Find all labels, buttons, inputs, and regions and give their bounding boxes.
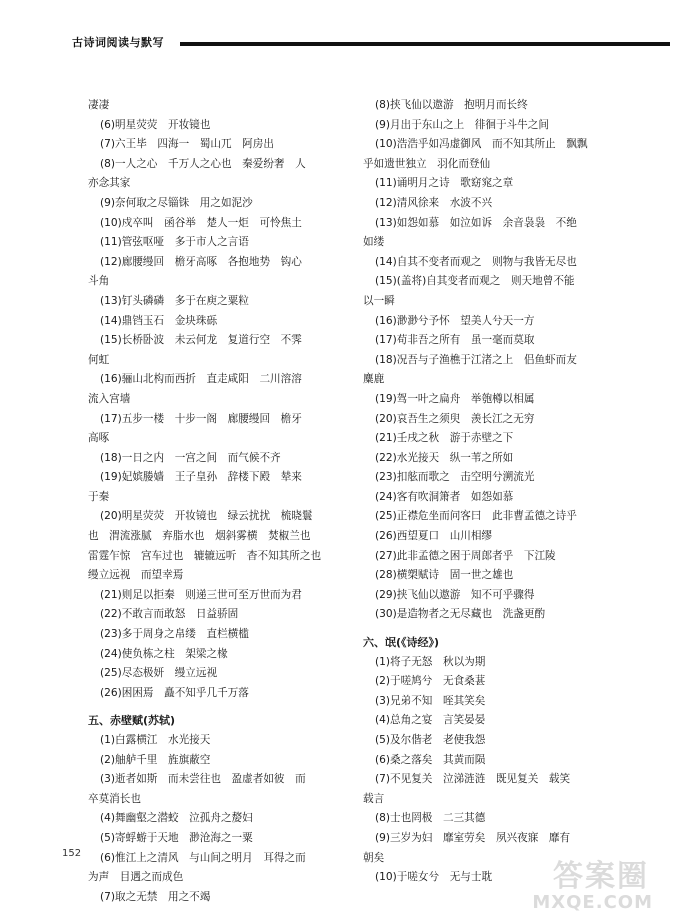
text-line: 载言 xyxy=(363,792,385,805)
section-title-mang: 六、氓(《诗经》) xyxy=(363,636,440,650)
text-line: (13)如怨如慕 如泣如诉 余音袅袅 不绝 xyxy=(375,216,577,229)
text-line: (21)壬戌之秋 游于赤壁之下 xyxy=(375,432,514,445)
text-line: (12)清风徐来 水波不兴 xyxy=(375,196,493,209)
text-line: (14)鼎铛玉石 金块珠砾 xyxy=(100,314,218,327)
text-line: (10)戍卒叫 函谷举 楚人一炬 可怜焦土 xyxy=(100,216,302,229)
text-line: (8)一人之心 千万人之心也 秦爱纷奢 人 xyxy=(100,157,306,170)
text-line: (7)取之无禁 用之不竭 xyxy=(100,890,211,903)
text-line: (10)浩浩乎如冯虚御风 而不知其所止 飘飘 xyxy=(375,138,588,151)
text-line: 何虹 xyxy=(88,353,110,366)
header-rule xyxy=(180,42,670,46)
text-line: (19)驾一叶之扁舟 举匏樽以相属 xyxy=(375,392,535,405)
text-line: (6)惟江上之清风 与山间之明月 耳得之而 xyxy=(100,851,306,864)
text-line: (2)舳舻千里 旌旗蔽空 xyxy=(100,753,211,766)
text-line: 朝矣 xyxy=(363,851,385,864)
text-line: (23)多于周身之帛缕 直栏横槛 xyxy=(100,628,249,641)
text-line: (9)三岁为妇 靡室劳矣 夙兴夜寐 靡有 xyxy=(375,831,571,844)
text-line: 乎如遗世独立 羽化而登仙 xyxy=(363,157,491,170)
text-line: (22)水光接天 纵一苇之所如 xyxy=(375,451,514,464)
text-line: (3)兄弟不知 咥其笑矣 xyxy=(375,694,486,707)
text-line: (29)挟飞仙以遨游 知不可乎骤得 xyxy=(375,588,535,601)
text-line: (10)于嗟女兮 无与士耽 xyxy=(375,871,493,884)
text-line: 高啄 xyxy=(88,432,110,445)
text-line: (11)管弦呕哑 多于市人之言语 xyxy=(100,236,249,249)
text-line: (18)况吾与子渔樵于江渚之上 侣鱼虾而友 xyxy=(375,353,577,366)
text-line: (25)正襟危坐而问客曰 此非曹孟德之诗乎 xyxy=(375,510,577,523)
text-line: (1)将子无怒 秋以为期 xyxy=(375,655,486,668)
text-line: (24)使负栋之柱 架梁之椽 xyxy=(100,647,228,660)
text-line: 于秦 xyxy=(88,490,110,503)
page-number: 152 xyxy=(62,848,82,859)
text-line: 流入宫墙 xyxy=(88,392,131,405)
section-title-chibifu: 五、赤壁赋(苏轼) xyxy=(88,714,176,728)
text-line: (17)五步一楼 十步一阁 廊腰缦回 檐牙 xyxy=(100,412,302,425)
text-line: 也 渭流涨腻 弃脂水也 烟斜雾横 焚椒兰也 xyxy=(88,530,311,543)
text-line: (27)此非孟德之困于周郎者乎 下江陵 xyxy=(375,549,556,562)
text-line: (23)扣舷而歌之 击空明兮溯流光 xyxy=(375,471,535,484)
text-line: (2)于嗟鸠兮 无食桑葚 xyxy=(375,675,486,688)
text-line: 斗角 xyxy=(88,275,110,288)
text-line: 以一瞬 xyxy=(363,294,395,307)
text-line: 雷霆乍惊 宫车过也 辘辘远听 杳不知其所之也 xyxy=(88,549,322,562)
text-line: 亦念其家 xyxy=(88,177,131,190)
text-line: 缦立远视 而望幸焉 xyxy=(88,569,184,582)
text-line: (30)是造物者之无尽藏也 洗盏更酌 xyxy=(375,608,546,621)
text-line: (26)西望夏口 山川相缪 xyxy=(375,530,493,543)
text-line: (5)寄蜉蝣于天地 渺沧海之一粟 xyxy=(100,831,253,844)
header-title: 古诗词阅读与默写 xyxy=(72,36,164,49)
watermark-bottom-text: MXQE.COM xyxy=(532,892,653,913)
text-line: (11)诵明月之诗 歌窈窕之章 xyxy=(375,177,514,190)
text-line: (9)月出于东山之上 徘徊于斗牛之间 xyxy=(375,118,549,131)
text-line: (20)哀吾生之须臾 羡长江之无穷 xyxy=(375,412,535,425)
left-lines-bottom xyxy=(88,731,338,907)
text-line: (1)白露横江 水光接天 xyxy=(100,734,211,746)
page-header xyxy=(68,36,670,50)
text-line: (25)尽态极妍 缦立远视 xyxy=(100,667,218,680)
text-line: (19)妃嫔媵嫱 王子皇孙 辞楼下殿 辇来 xyxy=(100,471,302,484)
text-line: (13)钉头磷磷 多于在庾之粟粒 xyxy=(100,294,249,307)
text-line: (12)廊腰缦回 檐牙高啄 各抱地势 钩心 xyxy=(100,255,302,268)
text-line: (24)客有吹洞箫者 如怨如慕 xyxy=(375,490,514,503)
text-line: (4)舞幽壑之潜蛟 泣孤舟之嫠妇 xyxy=(100,812,253,825)
text-line: (8)挟飞仙以遨游 抱明月而长终 xyxy=(375,99,528,111)
text-line: (15)(盖将)自其变者而观之 则天地曾不能 xyxy=(375,275,575,288)
watermark-logo xyxy=(507,851,657,913)
watermark-top-text: 答案圈 xyxy=(553,859,649,894)
text-line: (6)桑之落矣 其黄而陨 xyxy=(375,753,486,766)
text-line: (9)奈何取之尽锱铢 用之如泥沙 xyxy=(100,196,253,209)
text-line: (8)士也罔极 二三其德 xyxy=(375,812,486,825)
text-line: 凄凄 xyxy=(88,99,110,111)
text-line: (28)横槊赋诗 固一世之雄也 xyxy=(375,569,514,582)
text-line: (22)不敢言而敢怒 日益骄固 xyxy=(100,608,239,621)
text-line: 卒莫消长也 xyxy=(88,792,141,805)
text-line: (3)逝者如斯 而未尝往也 盈虚者如彼 而 xyxy=(100,773,306,786)
text-line: (17)苟非吾之所有 虽一毫而莫取 xyxy=(375,334,535,347)
text-line: 为声 目遇之而成色 xyxy=(88,871,184,884)
text-line: (18)一日之内 一宫之间 而气候不齐 xyxy=(100,451,281,464)
text-line: (7)不见复关 泣涕涟涟 既见复关 载笑 xyxy=(375,773,571,786)
text-line: 如缕 xyxy=(363,236,385,249)
left-lines-top xyxy=(88,96,338,703)
right-column xyxy=(363,96,615,888)
text-line: (16)骊山北构而西折 直走咸阳 二川溶溶 xyxy=(100,373,302,386)
text-line: (14)自其不变者而观之 则物与我皆无尽也 xyxy=(375,255,577,268)
text-line: (26)困困焉 矗不知乎几千万落 xyxy=(100,686,249,699)
text-line: (5)及尔偕老 老使我怨 xyxy=(375,734,486,746)
text-line: 麋鹿 xyxy=(363,373,385,386)
text-line: (4)总角之宴 言笑晏晏 xyxy=(375,714,486,727)
text-line: (20)明星荧荧 开妆镜也 绿云扰扰 梳晓鬟 xyxy=(100,510,313,523)
text-line: (21)则足以拒秦 则递三世可至万世而为君 xyxy=(100,588,302,601)
right-lines-top xyxy=(363,96,615,625)
text-line: (15)长桥卧波 未云何龙 复道行空 不霁 xyxy=(100,334,302,347)
text-line: (6)明星荧荧 开妆镜也 xyxy=(100,118,211,131)
text-line: (16)渺渺兮予怀 望美人兮天一方 xyxy=(375,314,535,327)
text-line: (7)六王毕 四海一 蜀山兀 阿房出 xyxy=(100,138,274,151)
left-column xyxy=(88,96,338,907)
